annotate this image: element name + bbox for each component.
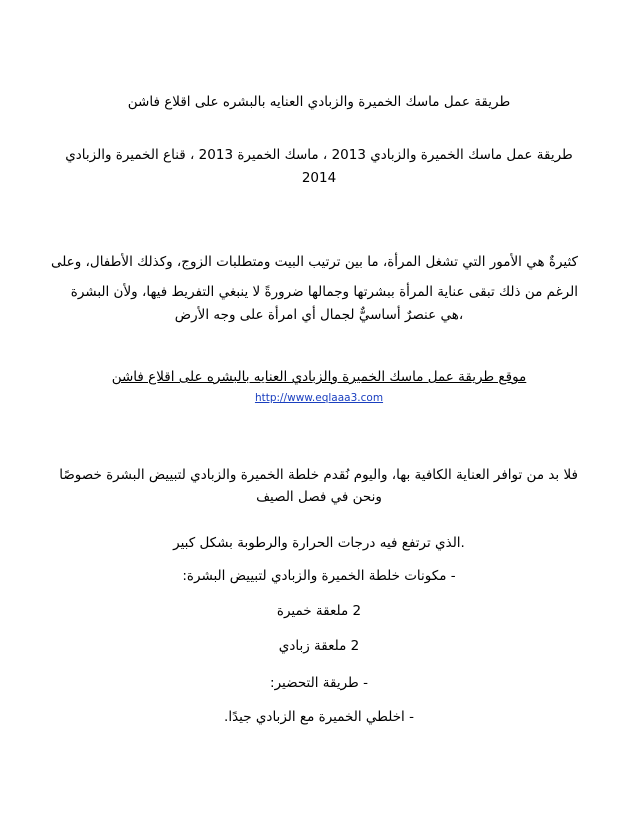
paragraph-line: الرغم من ذلك تبقى عناية المرأة ببشرتها وجمالها ضرورةً لا ينبغي التفريط فيها، ولأن البشرة [70, 284, 578, 300]
subtitle-year: 2014 [301, 170, 337, 186]
site-url-link[interactable]: http://www.eqlaaa3.com [254, 392, 384, 404]
paragraph-line: كثيرةٌ هي الأمور التي تشغل المرأة، ما بين ترتيب البيت ومتطلبات الزوج، وكذلك الأطفال، وعلى [50, 254, 578, 270]
body-line: .الذي ترتفع فيه درجات الحرارة والرطوبة بشكل كبير [173, 535, 465, 551]
site-label-link[interactable]: موقع طريقة عمل ماسك الخميرة والزبادي العنايه بالبشره على اقلاع فاشن [111, 369, 527, 385]
body-line: ونحن في فصل الصيف [256, 489, 382, 505]
ingredient-item: 2 ملعقة زبادي [278, 638, 360, 654]
ingredient-item: 2 ملعقة خميرة [276, 603, 362, 619]
subtitle-line: طريقة عمل ماسك الخميرة والزبادي 2013 ، ماسك الخميرة 2013 ، قناع الخميرة والزبادي [65, 147, 573, 163]
document-title: طريقة عمل ماسك الخميرة والزبادي العنايه بالبشره على اقلاع فاشن [127, 94, 511, 110]
body-line: فلا بد من توافر العناية الكافية بها، واليوم نُقدم خلطة الخميرة والزبادي لتبييض البشرة خصوصًا [59, 467, 578, 483]
paragraph-line: ،هي عنصرٌ أساسيٌّ لجمال أي امرأة على وجه الأرض [174, 307, 464, 323]
preparation-step: - اخلطي الخميرة مع الزبادي جيدًا. [224, 709, 414, 725]
preparation-heading: - طريقة التحضير: [270, 675, 368, 691]
ingredients-heading: - مكونات خلطة الخميرة والزبادي لتبييض البشرة: [182, 568, 456, 584]
